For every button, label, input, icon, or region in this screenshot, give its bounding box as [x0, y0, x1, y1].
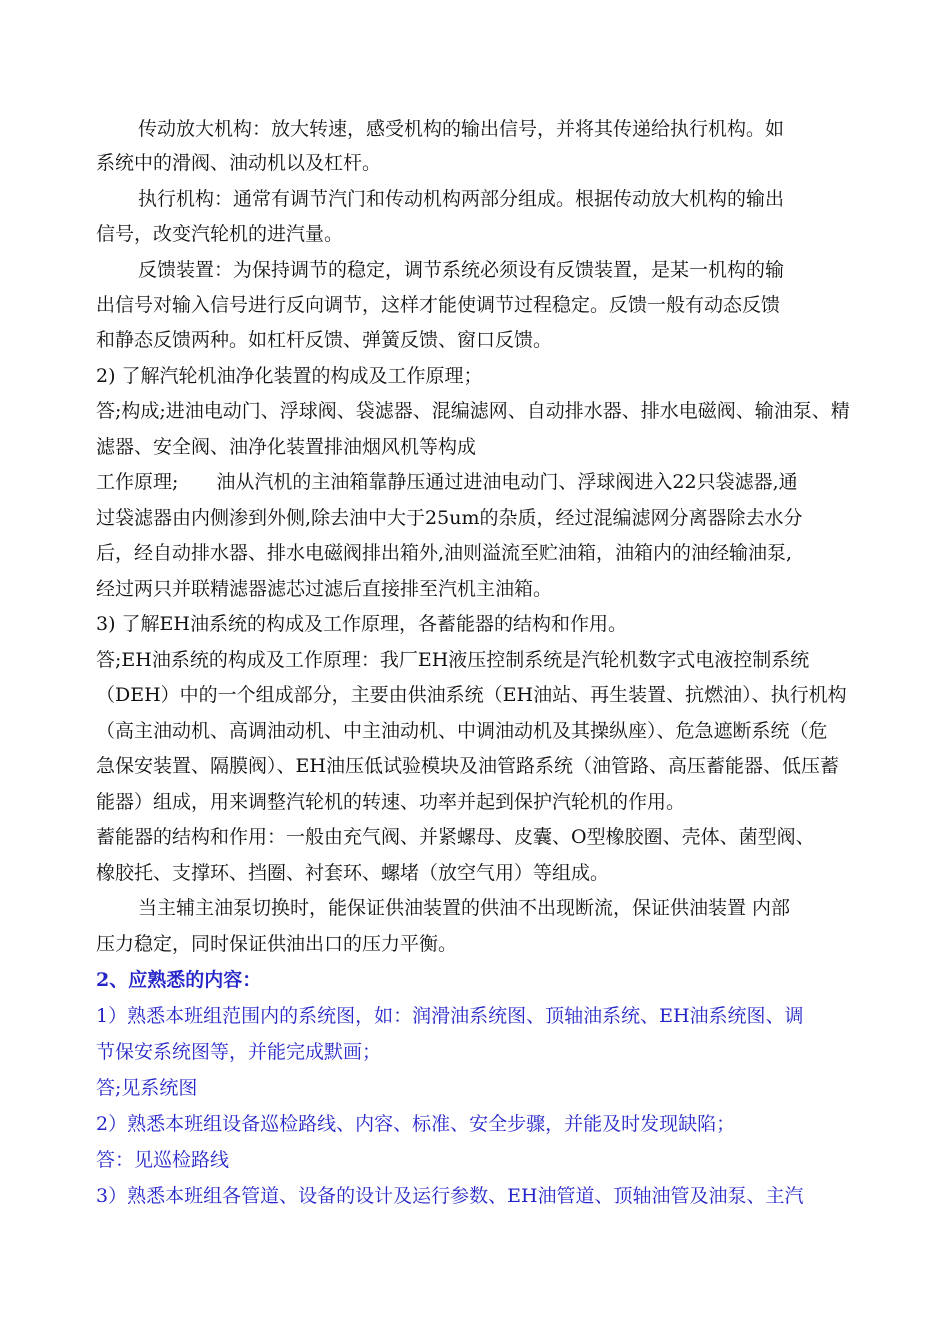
answer-line: 急保安装置、隔膜阀）、EH油压低试验模块及油管路系统（油管路、高压蓄能器、低压蓄: [96, 755, 839, 777]
answer-line: 能器）组成，用来调整汽轮机的转速、功率并起到保护汽轮机的作用。: [96, 791, 686, 813]
answer-line: 答;构成;进油电动门、浮球阀、袋滤器、混编滤网、自动排水器、排水电磁阀、输油泵、精: [96, 400, 850, 422]
answer-line: 答;EH油系统的构成及工作原理：我厂EH液压控制系统是汽轮机数字式电液控制系统: [96, 649, 810, 671]
item-line: 2）熟悉本班组设备巡检路线、内容、标准、安全步骤，并能及时发现缺陷；: [96, 1113, 736, 1135]
paragraph-line: 执行机构：通常有调节汽门和传动机构两部分组成。根据传动放大机构的输出: [138, 188, 785, 210]
item-line: 3）熟悉本班组各管道、设备的设计及运行参数、EH油管道、顶轴油管及油泵、主汽: [96, 1185, 804, 1207]
answer-line: 橡胶托、支撑环、挡圈、衬套环、螺堵（放空气用）等组成。: [96, 862, 610, 884]
paragraph-line: 信号，改变汽轮机的进汽量。: [96, 223, 344, 245]
item-line: 1）熟悉本班组范围内的系统图，如：润滑油系统图、顶轴油系统、EH油系统图、调: [96, 1005, 804, 1027]
answer-line: （高主油动机、高调油动机、中主油动机、中调油动机及其操纵座）、危急遮断系统（危: [96, 720, 828, 742]
paragraph-line: 压力稳定，同时保证供油出口的压力平衡。: [96, 933, 458, 955]
section-heading: 2) 了解汽轮机油净化装置的构成及工作原理；: [96, 365, 483, 387]
item-answer: 答;见系统图: [96, 1077, 198, 1099]
answer-line: 经过两只并联精滤器滤芯过滤后直接排至汽机主油箱。: [96, 578, 553, 600]
paragraph-line: 出信号对输入信号进行反向调节，这样才能使调节过程稳定。反馈一般有动态反馈: [96, 294, 781, 316]
section-heading: 3) 了解EH油系统的构成及工作原理，各蓄能器的结构和作用。: [96, 613, 627, 635]
answer-line: （DEH）中的一个组成部分，主要由供油系统（EH油站、再生装置、抗燃油）、执行机构: [96, 684, 847, 706]
paragraph-line: 系统中的滑阀、油动机以及杠杆。: [96, 152, 382, 174]
answer-line: 滤器、安全阀、油净化装置排油烟风机等构成: [96, 436, 477, 458]
answer-line: 蓄能器的结构和作用：一般由充气阀、并紧螺母、皮囊、O型橡胶圈、壳体、菌型阀、: [96, 826, 815, 848]
answer-line: 后，经自动排水器、排水电磁阀排出箱外,油则溢流至贮油箱，油箱内的油经输油泵,: [96, 542, 793, 564]
paragraph-line: 反馈装置：为保持调节的稳定，调节系统必须设有反馈装置，是某一机构的输: [138, 259, 785, 281]
paragraph-line: 传动放大机构：放大转速，感受机构的输出信号，并将其传递给执行机构。如: [138, 118, 785, 140]
item-answer: 答：见巡检路线: [96, 1149, 230, 1171]
paragraph-line: 和静态反馈两种。如杠杆反馈、弹簧反馈、窗口反馈。: [96, 329, 553, 351]
answer-line: 工作原理; 油从汽机的主油箱靠静压通过进油电动门、浮球阀进入22只袋滤器,通: [96, 471, 798, 493]
paragraph-line: 当主辅主油泵切换时，能保证供油装置的供油不出现断流，保证供油装置 内部: [138, 897, 791, 919]
chapter-heading: 2、应熟悉的内容：: [96, 969, 262, 991]
answer-line: 过袋滤器由内侧渗到外侧,除去油中大于25um的杂质，经过混编滤网分离器除去水分: [96, 507, 803, 529]
item-line: 节保安系统图等，并能完成默画；: [96, 1041, 382, 1063]
